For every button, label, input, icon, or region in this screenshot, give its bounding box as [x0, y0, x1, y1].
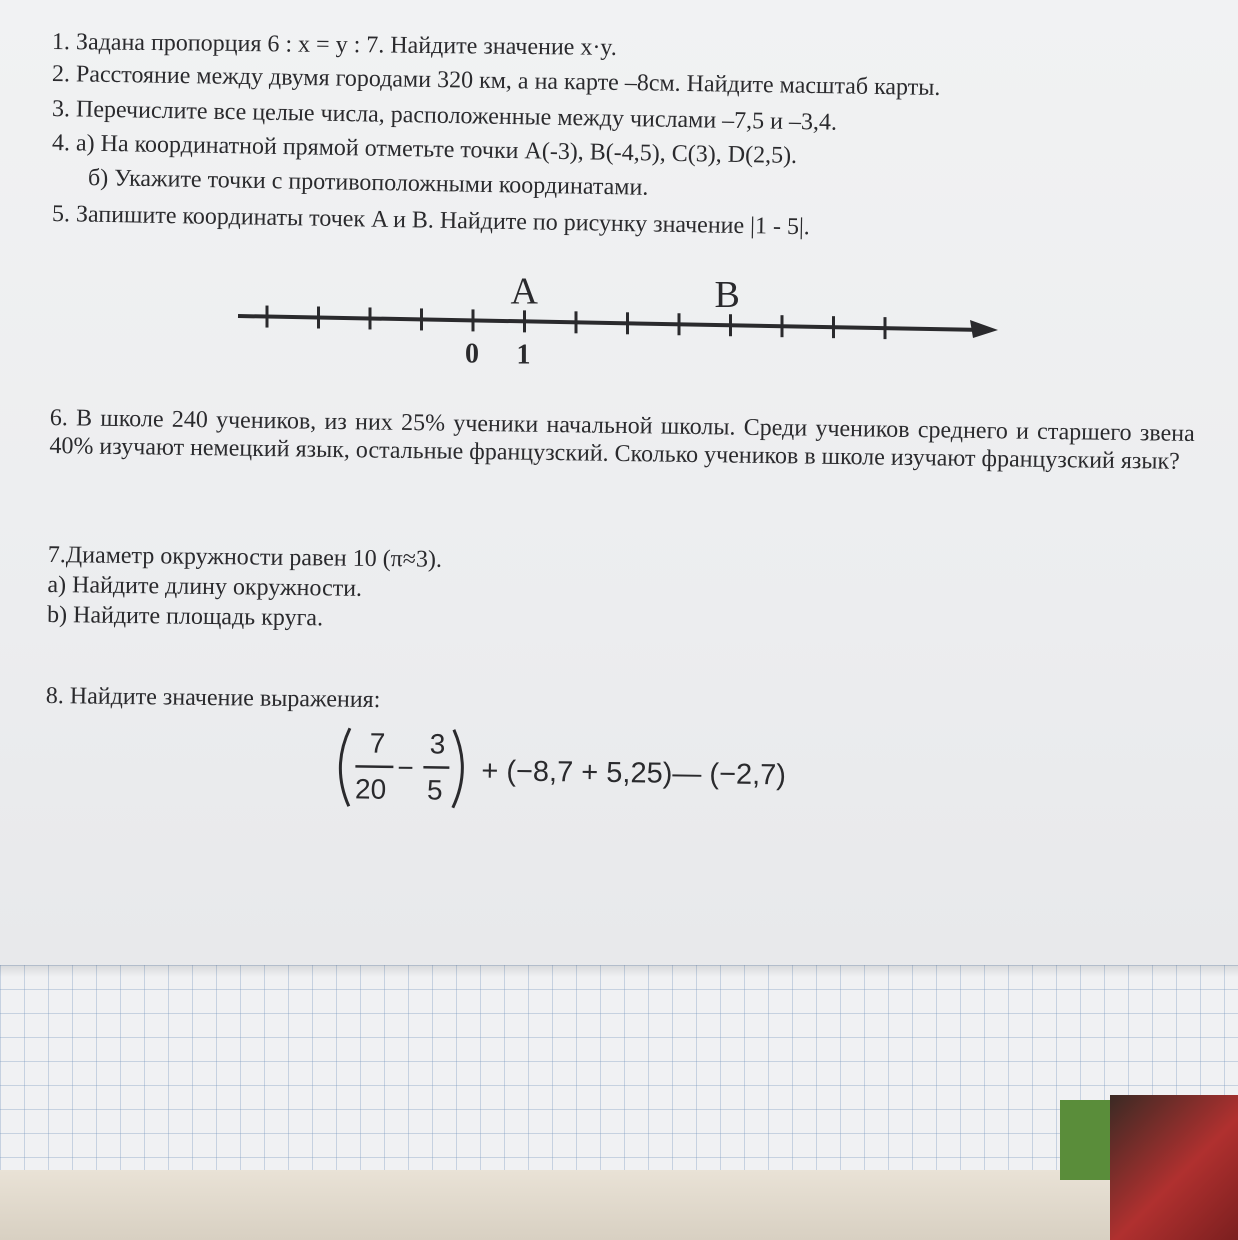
- problem-7a: a) Найдите длину окружности.: [47, 571, 363, 602]
- point-a-label: A: [510, 270, 538, 313]
- problem-4a: 4. а) На координатной прямой отметьте точки A(-3), B(-4,5), C(3), D(2,5).: [51, 130, 798, 170]
- problem-2: 2. Расстояние между двумя городами 320 км, а на карте –8см. Найдите масштаб карты.: [51, 61, 941, 101]
- paper-shadow: [0, 965, 1238, 977]
- point-b-label: B: [714, 274, 740, 317]
- number-line-arrow: [970, 320, 998, 338]
- tick-label-zero: 0: [465, 338, 479, 370]
- tick-label-one: 1: [516, 339, 531, 371]
- right-paren: [453, 730, 463, 808]
- problem-7-title: 7.Диаметр окружности равен 10 (π≈3).: [47, 541, 443, 573]
- number-line-figure: [230, 262, 1020, 372]
- red-book-cover: [1110, 1095, 1238, 1240]
- fraction-1-bar: [355, 766, 393, 767]
- problem-3: 3. Перечислите все целые числа, расположенные между числами –7,5 и –3,4.: [51, 96, 838, 136]
- problem-1: 1. Задана пропорция 6 : x = y : 7. Найдите значение x·y.: [51, 29, 617, 61]
- fraction-2-denominator: 5: [426, 774, 443, 806]
- problem-6: 6. В школе 240 учеников, из них 25% ученики начальной школы. Среди учеников среднего и старшего звена 40% изучают немецкий язык, остальные французский. Сколько учеников в школе изучают французский язык?: [49, 404, 1195, 475]
- minus-sign: −: [397, 751, 414, 784]
- number-line-axis: [238, 316, 985, 330]
- problem-4b: б) Укажите точки с противоположными координатами.: [87, 165, 649, 201]
- expression-figure: [329, 722, 890, 820]
- expression-rest: + (−8,7 + 5,25)— (−2,7): [481, 755, 787, 792]
- problem-8: 8. Найдите значение выражения:: [45, 682, 381, 714]
- fraction-1-denominator: 20: [354, 773, 387, 805]
- fraction-1-numerator: 7: [369, 727, 386, 759]
- left-paren: [340, 728, 350, 806]
- problem-7b: b) Найдите площадь круга.: [46, 601, 324, 632]
- fraction-2-numerator: 3: [429, 728, 446, 760]
- problem-5: 5. Запишите координаты точек A и B. Найдите по рисунку значение |1 - 5|.: [51, 201, 810, 241]
- problem-7: [47, 540, 442, 635]
- table-surface: [0, 1170, 1238, 1240]
